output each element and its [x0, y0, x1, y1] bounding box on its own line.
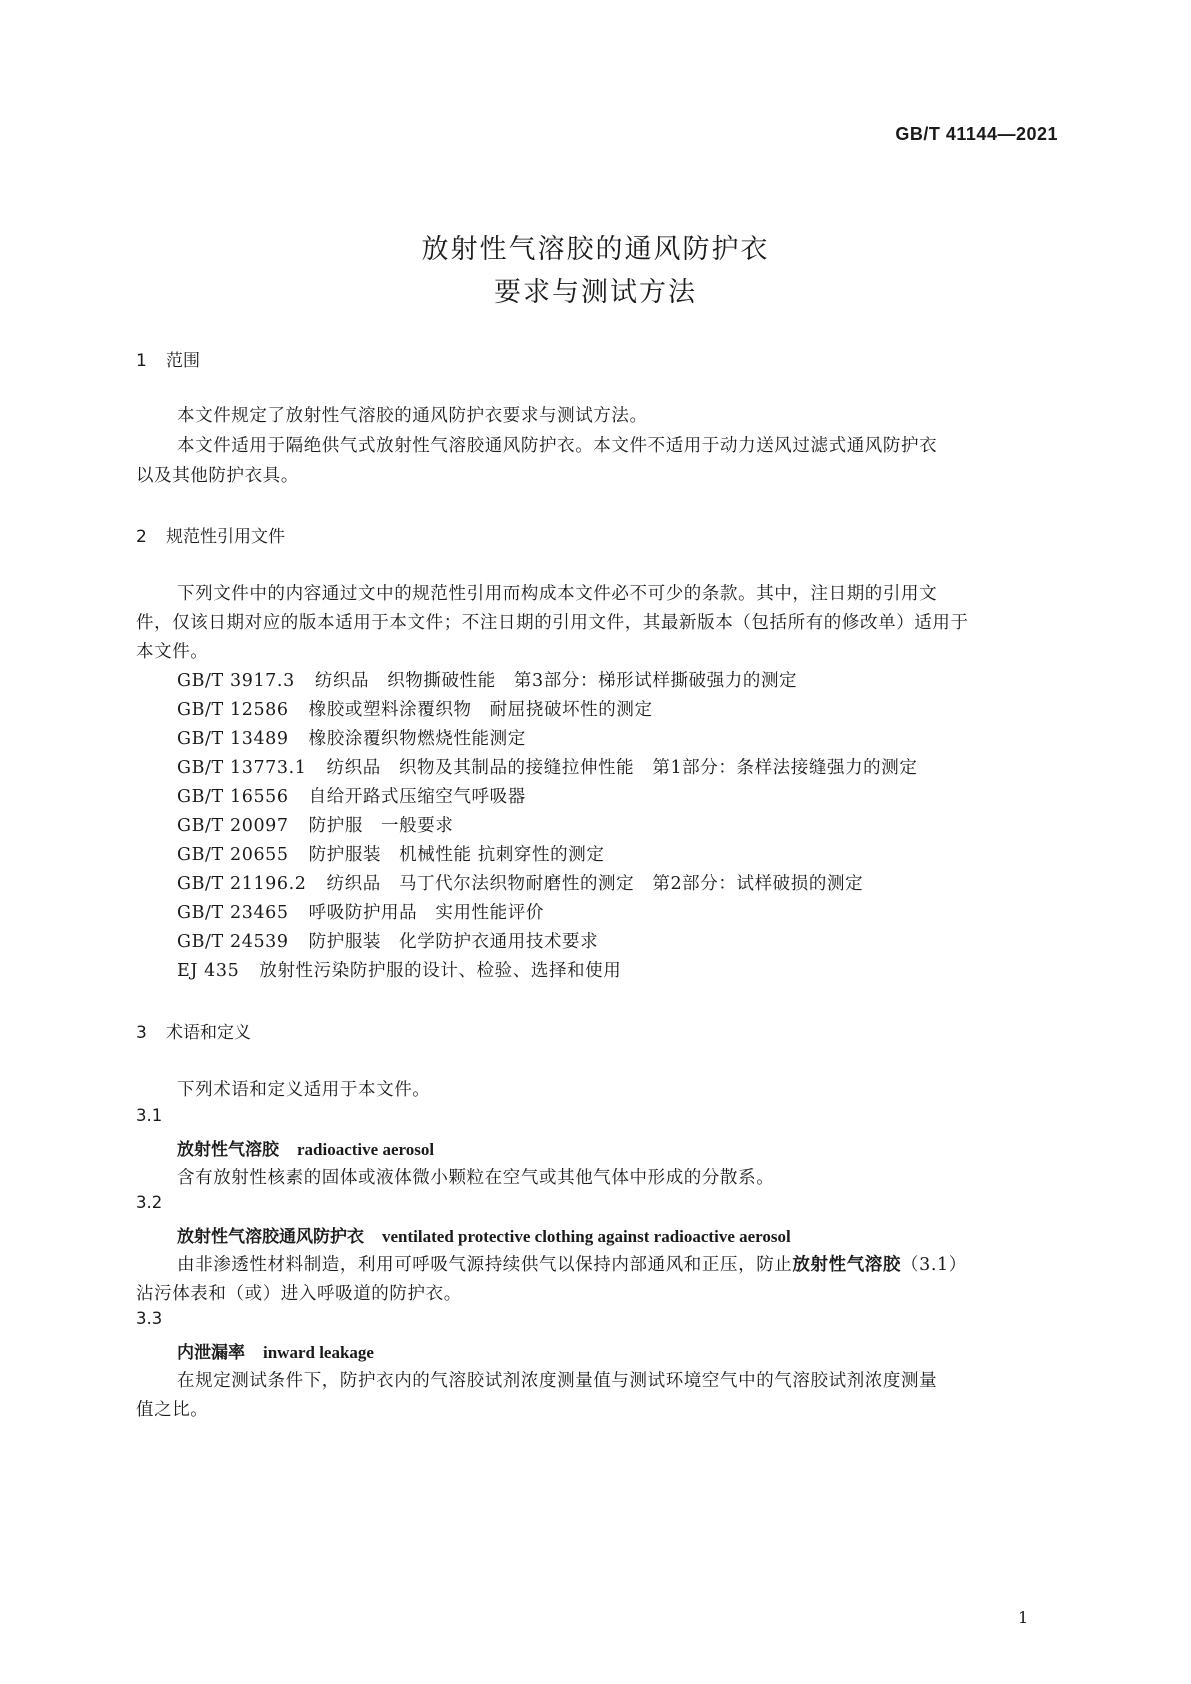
term-english: ventilated protective clothing against radioactive aerosol: [382, 1227, 791, 1246]
section-number: 3: [136, 1023, 147, 1043]
reference-name: 自给开路式压缩空气呼吸器: [308, 787, 526, 807]
term-definition-line-2: 沾污体表和（或）进入呼吸道的防护衣。: [136, 1284, 462, 1304]
term-heading: [177, 1135, 434, 1160]
term-chinese: 放射性气溶胶通风防护衣: [177, 1227, 364, 1247]
reference-item: [177, 696, 653, 721]
reference-code: GB/T 23465: [177, 903, 289, 923]
term-definition-line-2: 值之比。: [136, 1400, 209, 1420]
section-number: 1: [136, 351, 147, 371]
section-number: 2: [136, 527, 147, 547]
reference-item: [177, 928, 598, 953]
section-2-intro-line-2: 件，仅该日期对应的版本适用于本文件；不注日期的引用文件，其最新版本（包括所有的修改单）适用于: [136, 613, 969, 633]
section-1-heading: [136, 346, 200, 371]
section-1-paragraph-2-line-1: 本文件适用于隔绝供气式放射性气溶胶通风防护衣。本文件不适用于动力送风过滤式通风防护衣: [177, 436, 938, 456]
reference-item: [177, 870, 863, 895]
reference-code: GB/T 13773.1: [177, 758, 307, 778]
reference-item: [177, 899, 544, 924]
definition-text: 由非渗透性材料制造，利用可呼吸气源持续供气以保持内部通风和正压，防止: [177, 1255, 793, 1275]
section-2-intro-line-3: 本文件。: [136, 642, 209, 662]
reference-name: 纺织品 织物及其制品的接缝拉伸性能 第1部分：条样法接缝强力的测定: [326, 758, 918, 778]
term-chinese: 内泄漏率: [177, 1343, 245, 1363]
section-title: 范围: [166, 351, 200, 371]
standard-number: GB/T 41144—2021: [895, 124, 1058, 144]
reference-code: GB/T 20655: [177, 845, 289, 865]
section-2-intro-line-1: 下列文件中的内容通过文中的规范性引用而构成本文件必不可少的条款。其中，注日期的引用文: [177, 584, 938, 604]
reference-name: 防护服装 化学防护衣通用技术要求: [308, 932, 599, 952]
cross-reference-number: （3.1）: [901, 1255, 967, 1275]
reference-item: [177, 725, 526, 750]
section-3-heading: [136, 1018, 251, 1043]
reference-name: 橡胶涂覆织物燃烧性能测定: [308, 729, 526, 749]
reference-code: GB/T 21196.2: [177, 874, 307, 894]
term-english: radioactive aerosol: [297, 1140, 435, 1159]
section-1-paragraph-2-line-2: 以及其他防护衣具。: [136, 466, 299, 486]
reference-code: GB/T 20097: [177, 816, 289, 836]
term-definition-line-1: [177, 1251, 967, 1276]
reference-name: 防护服 一般要求: [308, 816, 454, 836]
reference-item: [177, 957, 621, 982]
reference-code: GB/T 24539: [177, 932, 289, 952]
term-definition-line-1: 在规定测试条件下，防护衣内的气溶胶试剂浓度测量值与测试环境空气中的气溶胶试剂浓度测量: [177, 1371, 938, 1391]
reference-item: [177, 754, 917, 779]
reference-item: [177, 812, 453, 837]
reference-code: GB/T 12586: [177, 700, 289, 720]
term-heading: [177, 1338, 374, 1363]
reference-item: [177, 783, 526, 808]
reference-name: 放射性污染防护服的设计、检验、选择和使用: [259, 961, 622, 981]
term-chinese: 放射性气溶胶: [177, 1140, 279, 1160]
reference-name: 防护服装 机械性能 抗刺穿性的测定: [308, 845, 605, 865]
reference-code: GB/T 13489: [177, 729, 289, 749]
reference-name: 纺织品 马丁代尔法织物耐磨性的测定 第2部分：试样破损的测定: [326, 874, 864, 894]
reference-name: 橡胶或塑料涂覆织物 耐屈挠破坏性的测定: [308, 700, 653, 720]
reference-name: 纺织品 织物撕破性能 第3部分：梯形试样撕破强力的测定: [314, 671, 798, 691]
term-cross-reference: 放射性气溶胶: [792, 1255, 902, 1275]
page-number: 1: [1018, 1608, 1029, 1627]
section-3-intro: 下列术语和定义适用于本文件。: [177, 1080, 431, 1100]
reference-code: GB/T 16556: [177, 787, 289, 807]
document-title-line2: 要求与测试方法: [494, 277, 697, 308]
section-title: 术语和定义: [166, 1023, 251, 1043]
reference-name: 呼吸防护用品 实用性能评价: [308, 903, 544, 923]
term-heading: [177, 1222, 791, 1247]
term-number: 3.2: [136, 1193, 163, 1212]
section-1-paragraph-1: 本文件规定了放射性气溶胶的通风防护衣要求与测试方法。: [177, 406, 648, 426]
document-title-line1: 放射性气溶胶的通风防护衣: [421, 234, 770, 265]
term-definition: 含有放射性核素的固体或液体微小颗粒在空气或其他气体中形成的分散系。: [177, 1168, 775, 1188]
section-2-heading: [136, 522, 285, 547]
term-number: 3.3: [136, 1309, 163, 1328]
term-english: inward leakage: [263, 1343, 374, 1362]
reference-item: [177, 667, 797, 692]
reference-item: [177, 841, 604, 866]
reference-code: GB/T 3917.3: [177, 671, 295, 691]
reference-code: EJ 435: [177, 961, 240, 981]
term-number: 3.1: [136, 1106, 163, 1125]
section-title: 规范性引用文件: [166, 527, 285, 547]
